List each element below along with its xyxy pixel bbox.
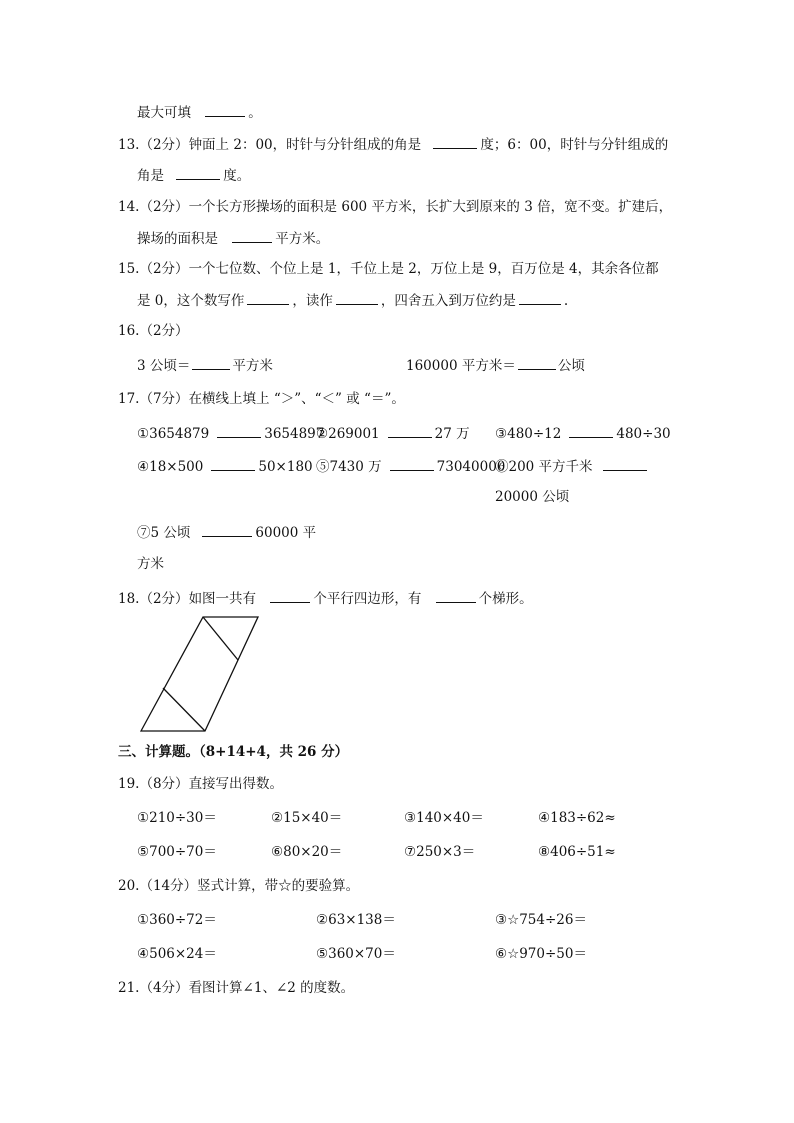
parallelogram-outline bbox=[141, 617, 258, 731]
q21-line bbox=[118, 979, 354, 997]
section-3-title: 三、计算题。（8+14+4，共 26 分） bbox=[118, 744, 349, 760]
q17-blank-4[interactable] bbox=[211, 457, 255, 471]
q20-item-6: ⑥☆970÷50＝ bbox=[495, 946, 587, 962]
q18-blank-2[interactable] bbox=[436, 589, 476, 603]
upper-diagonal-line bbox=[203, 617, 238, 660]
q14-line2 bbox=[137, 229, 329, 248]
q13-number: 13.（2分） bbox=[118, 137, 189, 153]
q17-item-7 bbox=[137, 523, 316, 542]
q17-item-2 bbox=[316, 424, 470, 443]
q14-line1 bbox=[118, 198, 672, 216]
q17-blank-3[interactable] bbox=[569, 424, 613, 438]
q17-item-3 bbox=[495, 424, 671, 443]
q13-blank-2[interactable] bbox=[176, 166, 220, 180]
q20-number: 20.（14分） bbox=[118, 878, 198, 894]
q18-text-c: 个梯形。 bbox=[478, 591, 533, 607]
q13-line2 bbox=[137, 166, 250, 185]
q19-item-2: ②15×40＝ bbox=[271, 810, 343, 826]
q20-item-4: ④506×24＝ bbox=[137, 946, 217, 962]
q19-item-6: ⑥80×20＝ bbox=[271, 844, 343, 860]
q15-blank-round[interactable] bbox=[519, 291, 561, 305]
q17-item-1-right: 3654897 bbox=[264, 426, 325, 442]
q17-item-1-left: ①3654879 bbox=[137, 426, 210, 442]
q13-line1 bbox=[118, 135, 668, 154]
q15-text-c: ，读作 bbox=[292, 293, 333, 309]
q15-text-b: 是 0，这个数写作 bbox=[137, 293, 245, 309]
q15-text-a: 一个七位数、个位上是 1，千位上是 2，万位上是 9，百万位是 4，其余各位都 bbox=[188, 261, 659, 277]
q19-header bbox=[118, 775, 283, 793]
q20-item-2: ②63×138＝ bbox=[316, 912, 396, 928]
q18-parallelogram-figure bbox=[130, 610, 270, 736]
lower-diagonal-line bbox=[163, 688, 205, 731]
q18-text-b: 个平行四边形，有 bbox=[313, 591, 422, 607]
q17-item-4-right: 50×180 bbox=[258, 459, 313, 475]
q18-blank-1[interactable] bbox=[270, 589, 310, 603]
q17-item-6 bbox=[495, 457, 650, 476]
q17-item-7-left: ⑦5 公顷 bbox=[137, 525, 191, 541]
q21-text: 看图计算∠1、∠2 的度数。 bbox=[188, 980, 355, 996]
q19-item-1: ①210÷30＝ bbox=[137, 810, 217, 826]
q15-number: 15.（2分） bbox=[118, 261, 189, 277]
q13-text-a: 钟面上 2：00，时针与分针组成的角是 bbox=[188, 137, 422, 153]
q15-blank-write[interactable] bbox=[247, 291, 289, 305]
q16-left-a: 3 公顷＝ bbox=[137, 358, 191, 374]
q12-continuation bbox=[137, 103, 262, 122]
q18-number: 18.（2分） bbox=[118, 591, 189, 607]
q19-number: 19.（8分） bbox=[118, 776, 189, 792]
q18-line bbox=[118, 589, 533, 608]
q18-text-a: 如图一共有 bbox=[188, 591, 257, 607]
q19-text: 直接写出得数。 bbox=[188, 776, 284, 792]
q16-right-b: 公顷 bbox=[557, 358, 585, 374]
q17-item-6-left: ⑥200 平方千米 bbox=[495, 459, 593, 475]
q14-text-c: 平方米。 bbox=[275, 231, 330, 247]
q17-item-6-right: 20000 公顷 bbox=[495, 489, 570, 505]
q16-left bbox=[137, 356, 273, 375]
q15-blank-read[interactable] bbox=[336, 291, 378, 305]
q19-item-5: ⑤700÷70＝ bbox=[137, 844, 217, 860]
q19-item-4: ④183÷62≈ bbox=[538, 810, 616, 826]
q15-text-d: ，四舍五入到万位约是 bbox=[380, 293, 516, 309]
q17-item-2-right: 27 万 bbox=[434, 426, 470, 442]
q19-item-3: ③140×40＝ bbox=[404, 810, 484, 826]
q17-item-7-unit: 方米 bbox=[137, 556, 164, 572]
q14-number: 14.（2分） bbox=[118, 199, 189, 215]
q14-text-a: 一个长方形操场的面积是 600 平方米，长扩大到原来的 3 倍，宽不变。扩建后， bbox=[188, 199, 673, 215]
q17-item-5 bbox=[316, 457, 505, 476]
q17-item-5-right: 73040000 bbox=[436, 459, 506, 475]
q14-text-b: 操场的面积是 bbox=[137, 231, 218, 247]
q12-end: 。 bbox=[248, 105, 262, 121]
q17-item-5-left: ⑤7430 万 bbox=[316, 459, 382, 475]
q19-item-7: ⑦250×3＝ bbox=[404, 844, 476, 860]
q17-blank-2[interactable] bbox=[388, 424, 432, 438]
q20-item-3: ③☆754÷26＝ bbox=[495, 912, 587, 928]
q17-item-4-left: ④18×500 bbox=[137, 459, 204, 475]
q16-right bbox=[406, 356, 585, 375]
q17-text: 在横线上填上 “＞”、“＜” 或 “＝”。 bbox=[188, 391, 405, 407]
q15-line2 bbox=[137, 291, 568, 310]
q16-number: 16.（2分） bbox=[118, 323, 189, 339]
q17-item-7-cont bbox=[137, 555, 164, 573]
q21-number: 21.（4分） bbox=[118, 980, 189, 996]
q17-blank-6[interactable] bbox=[603, 457, 647, 471]
q20-item-5: ⑤360×70＝ bbox=[316, 946, 396, 962]
q17-blank-5[interactable] bbox=[390, 457, 434, 471]
q15-text-e: . bbox=[563, 293, 569, 309]
q19-item-8: ⑧406÷51≈ bbox=[538, 844, 616, 860]
q13-text-c: 角是 bbox=[137, 168, 164, 184]
q17-item-4 bbox=[137, 457, 313, 476]
q17-item-2-left: ②269001 bbox=[316, 426, 380, 442]
q17-item-7-right: 60000 平 bbox=[255, 525, 317, 541]
q16-left-b: 平方米 bbox=[232, 358, 273, 374]
q17-item-1 bbox=[137, 424, 324, 443]
q20-item-1: ①360÷72＝ bbox=[137, 912, 217, 928]
q12-answer-blank[interactable] bbox=[205, 103, 245, 117]
q16-blank-left[interactable] bbox=[192, 356, 230, 370]
q16-blank-right[interactable] bbox=[518, 356, 556, 370]
q14-blank[interactable] bbox=[232, 229, 272, 243]
q17-header bbox=[118, 390, 405, 408]
q17-item-6-cont bbox=[495, 488, 569, 506]
q20-header bbox=[118, 877, 359, 895]
q17-blank-1[interactable] bbox=[217, 424, 261, 438]
q16-header bbox=[118, 322, 189, 340]
q13-text-b: 度；6：00，时针与分针组成的 bbox=[480, 137, 669, 153]
q17-blank-7[interactable] bbox=[202, 523, 252, 537]
q13-blank-1[interactable] bbox=[433, 135, 477, 149]
q15-line1 bbox=[118, 260, 659, 278]
q17-number: 17.（7分） bbox=[118, 391, 189, 407]
q17-item-3-right: 480÷30 bbox=[616, 426, 671, 442]
q12-text: 最大可填 bbox=[137, 105, 191, 121]
q20-text: 竖式计算，带☆的要验算。 bbox=[197, 878, 360, 894]
q16-right-a: 160000 平方米＝ bbox=[406, 358, 516, 374]
q13-text-d: 度。 bbox=[223, 168, 251, 184]
q17-item-3-left: ③480÷12 bbox=[495, 426, 562, 442]
